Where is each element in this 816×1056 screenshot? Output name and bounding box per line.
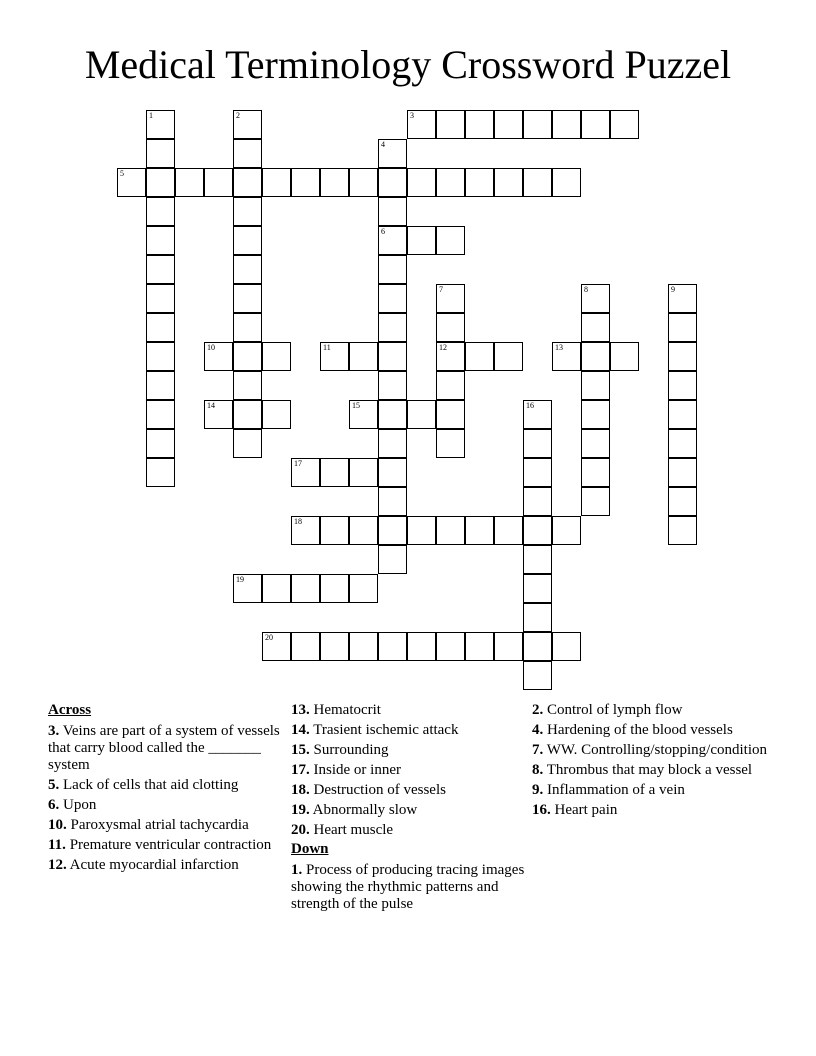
grid-cell[interactable] <box>378 487 407 516</box>
grid-cell[interactable] <box>233 342 262 371</box>
grid-cell[interactable] <box>378 197 407 226</box>
grid-cell[interactable] <box>436 284 465 313</box>
clue-text: Process of producing tracing images showing the rhythmic patterns and strength of the pulse <box>291 862 525 912</box>
grid-cell[interactable] <box>494 168 523 197</box>
clue-text: Heart muscle <box>309 822 394 838</box>
clue-number-label: 6. <box>48 797 60 813</box>
grid-cell[interactable] <box>465 516 494 545</box>
clue-number: 15 <box>352 401 360 410</box>
clue-item <box>532 802 767 819</box>
clue-number-label: 18. <box>291 782 310 798</box>
grid-cell[interactable] <box>465 632 494 661</box>
clue-number: 7 <box>439 285 443 294</box>
grid-cell[interactable] <box>320 342 349 371</box>
grid-cell[interactable] <box>291 516 320 545</box>
clue-text: Acute myocardial infarction <box>66 857 239 873</box>
clue-text: Premature ventricular contraction <box>65 837 272 853</box>
grid-cell[interactable] <box>668 429 697 458</box>
grid-cell[interactable] <box>581 429 610 458</box>
clue-number: 17 <box>294 459 302 468</box>
grid-cell[interactable] <box>378 371 407 400</box>
grid-cell[interactable] <box>523 400 552 429</box>
grid-cell[interactable] <box>349 632 378 661</box>
clue-item <box>291 802 526 819</box>
grid-cell[interactable] <box>117 168 146 197</box>
grid-cell[interactable] <box>262 342 291 371</box>
grid-cell[interactable] <box>407 400 436 429</box>
grid-cell[interactable] <box>233 574 262 603</box>
grid-cell[interactable] <box>233 429 262 458</box>
clue-text: Surrounding <box>309 742 389 758</box>
clue-item <box>291 722 526 739</box>
grid-cell[interactable] <box>407 632 436 661</box>
grid-cell[interactable] <box>378 429 407 458</box>
grid-cell[interactable] <box>378 632 407 661</box>
grid-cell[interactable] <box>262 574 291 603</box>
grid-cell[interactable] <box>320 458 349 487</box>
down-heading: Down <box>291 841 329 857</box>
clue-item <box>48 857 280 874</box>
grid-cell[interactable] <box>668 400 697 429</box>
clue-number-label: 20. <box>291 822 310 838</box>
clue-number-label: 5. <box>48 777 60 793</box>
clue-text: Inside or inner <box>309 762 401 778</box>
grid-cell[interactable] <box>349 574 378 603</box>
clue-number: 5 <box>120 169 124 178</box>
clue-number: 13 <box>555 343 563 352</box>
grid-cell[interactable] <box>291 168 320 197</box>
grid-cell[interactable] <box>233 284 262 313</box>
clue-number-label: 3. <box>48 723 60 739</box>
clue-number: 12 <box>439 343 447 352</box>
clue-text: Veins are part of a system of vessels that carry blood called the _______ system <box>48 723 280 773</box>
clue-item <box>291 782 526 799</box>
clue-item <box>48 723 280 774</box>
grid-cell[interactable] <box>552 342 581 371</box>
grid-cell[interactable] <box>436 632 465 661</box>
clue-item <box>291 762 526 779</box>
grid-cell[interactable] <box>146 168 175 197</box>
grid-cell[interactable] <box>378 516 407 545</box>
grid-cell[interactable] <box>552 168 581 197</box>
grid-cell[interactable] <box>204 342 233 371</box>
grid-cell[interactable] <box>581 342 610 371</box>
grid-cell[interactable] <box>523 632 552 661</box>
clue-number: 1 <box>149 111 153 120</box>
clue-text: Hematocrit <box>309 702 381 718</box>
grid-cell[interactable] <box>407 110 436 139</box>
grid-cell[interactable] <box>378 226 407 255</box>
grid-cell[interactable] <box>320 574 349 603</box>
grid-cell[interactable] <box>146 255 175 284</box>
grid-cell[interactable] <box>262 632 291 661</box>
clue-number: 8 <box>584 285 588 294</box>
clue-item <box>48 817 280 834</box>
grid-cell[interactable] <box>378 139 407 168</box>
grid-cell[interactable] <box>407 226 436 255</box>
clue-number-label: 17. <box>291 762 310 778</box>
grid-cell[interactable] <box>610 342 639 371</box>
grid-cell[interactable] <box>291 632 320 661</box>
clue-text: Lack of cells that aid clotting <box>59 777 239 793</box>
grid-cell[interactable] <box>523 168 552 197</box>
grid-cell[interactable] <box>146 226 175 255</box>
clue-number-label: 19. <box>291 802 310 818</box>
clue-number-label: 10. <box>48 817 67 833</box>
grid-cell[interactable] <box>668 458 697 487</box>
grid-cell[interactable] <box>581 313 610 342</box>
grid-cell[interactable] <box>233 197 262 226</box>
grid-cell[interactable] <box>378 458 407 487</box>
clue-item <box>532 782 767 799</box>
clue-text: Destruction of vessels <box>309 782 446 798</box>
grid-cell[interactable] <box>349 400 378 429</box>
grid-cell[interactable] <box>233 400 262 429</box>
clue-number: 20 <box>265 633 273 642</box>
grid-cell[interactable] <box>668 313 697 342</box>
grid-cell[interactable] <box>349 458 378 487</box>
grid-cell[interactable] <box>668 284 697 313</box>
grid-cell[interactable] <box>436 429 465 458</box>
grid-cell[interactable] <box>349 342 378 371</box>
grid-cell[interactable] <box>668 342 697 371</box>
grid-cell[interactable] <box>610 110 639 139</box>
clue-number: 10 <box>207 343 215 352</box>
grid-cell[interactable] <box>523 429 552 458</box>
clue-item <box>48 837 280 854</box>
grid-cell[interactable] <box>552 632 581 661</box>
across-heading: Across <box>48 702 92 718</box>
clues-column-3 <box>532 702 767 822</box>
clue-number: 16 <box>526 401 534 410</box>
grid-cell[interactable] <box>581 400 610 429</box>
grid-cell[interactable] <box>552 110 581 139</box>
clue-number: 18 <box>294 517 302 526</box>
clue-number: 19 <box>236 575 244 584</box>
grid-cell[interactable] <box>146 429 175 458</box>
grid-cell[interactable] <box>204 400 233 429</box>
grid-cell[interactable] <box>523 516 552 545</box>
grid-cell[interactable] <box>262 400 291 429</box>
page-title: Medical Terminology Crossword Puzzel <box>84 42 732 87</box>
grid-cell[interactable] <box>523 574 552 603</box>
grid-cell[interactable] <box>494 110 523 139</box>
clue-number-label: 2. <box>532 702 544 718</box>
grid-cell[interactable] <box>233 139 262 168</box>
grid-cell[interactable] <box>146 371 175 400</box>
grid-cell[interactable] <box>204 168 233 197</box>
grid-cell[interactable] <box>146 284 175 313</box>
grid-cell[interactable] <box>233 313 262 342</box>
grid-cell[interactable] <box>378 255 407 284</box>
clue-number: 6 <box>381 227 385 236</box>
clue-item <box>532 762 767 779</box>
grid-cell[interactable] <box>436 226 465 255</box>
clues-column-1 <box>48 702 280 877</box>
grid-cell[interactable] <box>378 545 407 574</box>
grid-cell[interactable] <box>465 168 494 197</box>
clue-number: 11 <box>323 343 331 352</box>
clue-text: Inflammation of a vein <box>543 782 685 798</box>
clue-number: 2 <box>236 111 240 120</box>
grid-cell[interactable] <box>146 458 175 487</box>
clue-number-label: 11. <box>48 837 66 853</box>
grid-cell[interactable] <box>552 516 581 545</box>
grid-cell[interactable] <box>233 371 262 400</box>
grid-cell[interactable] <box>146 313 175 342</box>
grid-cell[interactable] <box>668 371 697 400</box>
clue-text: Upon <box>59 797 97 813</box>
grid-cell[interactable] <box>523 458 552 487</box>
grid-cell[interactable] <box>436 110 465 139</box>
grid-cell[interactable] <box>494 516 523 545</box>
grid-cell[interactable] <box>668 516 697 545</box>
clue-item <box>291 862 526 913</box>
grid-cell[interactable] <box>233 255 262 284</box>
clue-number-label: 4. <box>532 722 544 738</box>
grid-cell[interactable] <box>523 545 552 574</box>
clue-item <box>532 722 767 739</box>
grid-cell[interactable] <box>146 110 175 139</box>
grid-cell[interactable] <box>262 168 291 197</box>
clue-text: Control of lymph flow <box>543 702 683 718</box>
grid-cell[interactable] <box>146 197 175 226</box>
clue-number-label: 12. <box>48 857 67 873</box>
grid-cell[interactable] <box>523 487 552 516</box>
grid-cell[interactable] <box>436 400 465 429</box>
grid-cell[interactable] <box>146 400 175 429</box>
grid-cell[interactable] <box>494 342 523 371</box>
clue-item <box>291 822 526 839</box>
clue-text: Heart pain <box>550 802 618 818</box>
grid-cell[interactable] <box>378 284 407 313</box>
clue-number: 9 <box>671 285 675 294</box>
grid-cell[interactable] <box>378 400 407 429</box>
grid-cell[interactable] <box>465 110 494 139</box>
grid-cell[interactable] <box>436 371 465 400</box>
grid-cell[interactable] <box>436 313 465 342</box>
grid-cell[interactable] <box>407 168 436 197</box>
clue-text: Thrombus that may block a vessel <box>543 762 753 778</box>
clue-text: Trasient ischemic attack <box>309 722 459 738</box>
clue-item <box>532 742 767 759</box>
grid-cell[interactable] <box>523 110 552 139</box>
clue-number-label: 8. <box>532 762 544 778</box>
grid-cell[interactable] <box>233 226 262 255</box>
clue-number-label: 9. <box>532 782 544 798</box>
clue-number-label: 15. <box>291 742 310 758</box>
grid-cell[interactable] <box>668 487 697 516</box>
clue-text: Paroxysmal atrial tachycardia <box>66 817 249 833</box>
grid-cell[interactable] <box>320 632 349 661</box>
clue-number-label: 7. <box>532 742 544 758</box>
clue-text: Abnormally slow <box>309 802 418 818</box>
clue-item <box>48 797 280 814</box>
grid-cell[interactable] <box>233 110 262 139</box>
grid-cell[interactable] <box>378 168 407 197</box>
grid-cell[interactable] <box>523 661 552 690</box>
grid-cell[interactable] <box>436 342 465 371</box>
grid-cell[interactable] <box>291 574 320 603</box>
clue-text: Hardening of the blood vessels <box>543 722 733 738</box>
grid-cell[interactable] <box>407 516 436 545</box>
clue-number-label: 14. <box>291 722 310 738</box>
grid-cell[interactable] <box>523 603 552 632</box>
clue-item <box>532 702 767 719</box>
grid-cell[interactable] <box>320 516 349 545</box>
grid-cell[interactable] <box>291 458 320 487</box>
grid-cell[interactable] <box>581 284 610 313</box>
grid-cell[interactable] <box>494 632 523 661</box>
clue-number-label: 16. <box>532 802 551 818</box>
grid-cell[interactable] <box>349 516 378 545</box>
grid-cell[interactable] <box>581 487 610 516</box>
clue-text: WW. Controlling/stopping/condition <box>543 742 768 758</box>
clues-column-2 <box>291 702 526 916</box>
grid-cell[interactable] <box>349 168 378 197</box>
clue-item <box>48 777 280 794</box>
grid-cell[interactable] <box>581 458 610 487</box>
clue-number-label: 1. <box>291 862 303 878</box>
grid-cell[interactable] <box>146 139 175 168</box>
grid-cell[interactable] <box>436 516 465 545</box>
grid-cell[interactable] <box>320 168 349 197</box>
grid-cell[interactable] <box>581 371 610 400</box>
clue-number: 4 <box>381 140 385 149</box>
grid-cell[interactable] <box>378 313 407 342</box>
grid-cell[interactable] <box>436 168 465 197</box>
grid-cell[interactable] <box>378 342 407 371</box>
grid-cell[interactable] <box>465 342 494 371</box>
clue-number-label: 13. <box>291 702 310 718</box>
clue-number: 14 <box>207 401 215 410</box>
grid-cell[interactable] <box>233 168 262 197</box>
grid-cell[interactable] <box>175 168 204 197</box>
clue-item <box>291 702 526 719</box>
clue-item <box>291 742 526 759</box>
grid-cell[interactable] <box>146 342 175 371</box>
grid-cell[interactable] <box>581 110 610 139</box>
clue-number: 3 <box>410 111 414 120</box>
